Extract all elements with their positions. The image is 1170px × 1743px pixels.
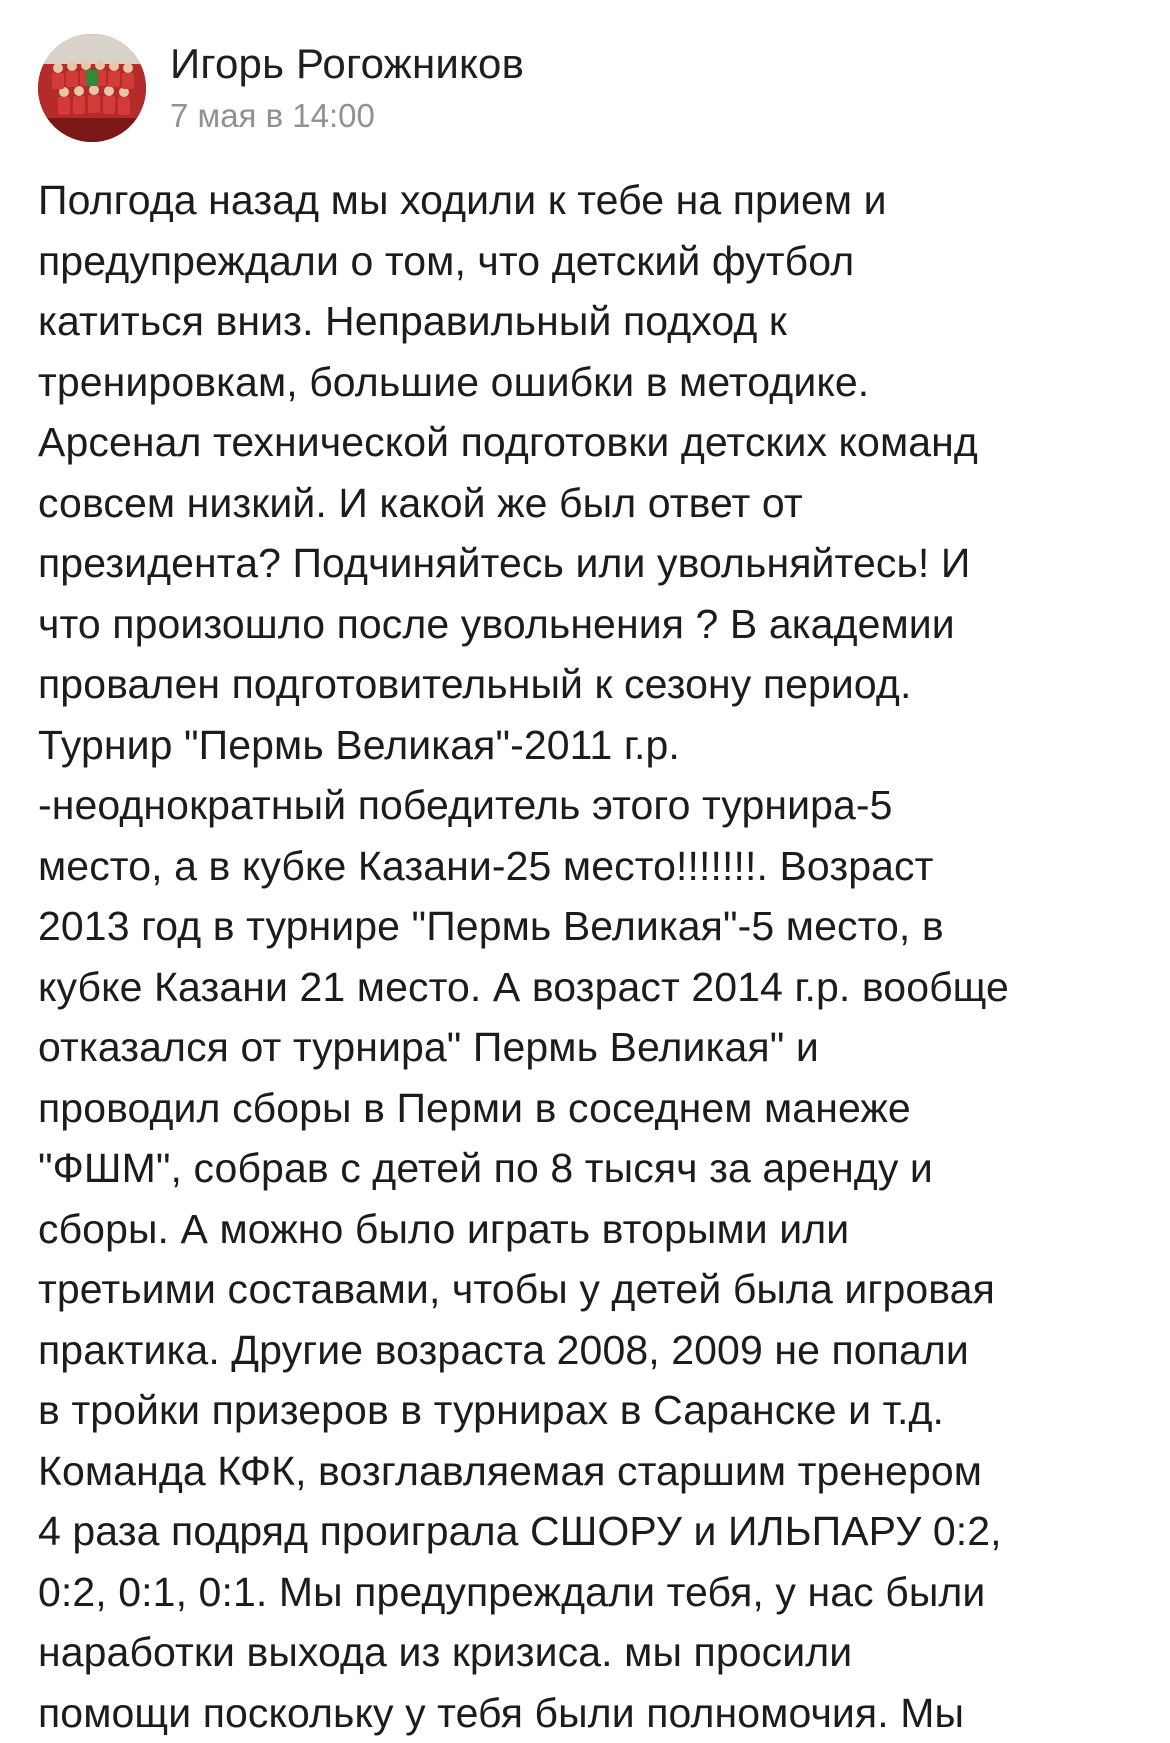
post-text-line: Турнир "Пермь Великая"-2011 г.р. [38,715,1148,776]
post-text-line: -неоднократный победитель этого турнира-5 [38,775,1148,836]
post-text-line: что произошло после увольнения ? В академии [38,594,1148,655]
post-text-line: отказался от турнира" Пермь Великая" и [38,1017,1148,1078]
post-text-line: 2013 год в турнире "Пермь Великая"-5 место, в [38,896,1148,957]
post-text-line: Команда КФК, возглавляемая старшим тренером [38,1441,1148,1502]
post-text-line: Арсенал технической подготовки детских команд [38,412,1148,473]
post-text-line: помощи поскольку у тебя были полномочия. Мы [38,1683,1148,1743]
post-text-line: в тройки призеров в турнирах в Саранске и т.д. [38,1380,1148,1441]
post-text-line: президента? Подчиняйтесь или увольняйтесь! И [38,533,1148,594]
post-text-line: проводил сборы в Перми в соседнем манеже [38,1078,1148,1139]
post-text-line: предупреждали о том, что детский футбол [38,231,1148,292]
post-text-line: совсем низкий. И какой же был ответ от [38,473,1148,534]
post-text-line: наработки выхода из кризиса. мы просили [38,1622,1148,1683]
post-text [38,170,1148,1743]
post-text-line: 0:2, 0:1, 0:1. Мы предупреждали тебя, у нас были [38,1562,1148,1623]
post-text-line: провален подготовительный к сезону период. [38,654,1148,715]
post-text-line: Полгода назад мы ходили к тебе на прием и [38,170,1148,231]
post-text-line: кубке Казани 21 место. А возраст 2014 г.р. вообще [38,957,1148,1018]
post-text-line: 4 раза подряд проиграла СШОРУ и ИЛЬПАРУ 0:2, [38,1501,1148,1562]
post-date[interactable]: 7 мая в 14:00 [170,94,524,138]
post-text-line: третьими составами, чтобы у детей была игровая [38,1259,1148,1320]
author-name[interactable]: Игорь Рогожников [170,38,524,90]
team-photo-avatar-icon [38,34,146,142]
post-header [38,34,524,142]
avatar[interactable] [38,34,146,142]
author-block [170,38,524,138]
post-text-line: "ФШМ", собрав с детей по 8 тысяч за аренду и [38,1138,1148,1199]
post-text-line: тренировкам, большие ошибки в методике. [38,352,1148,413]
post-text-line: сборы. А можно было играть вторыми или [38,1199,1148,1260]
post-text-line: практика. Другие возраста 2008, 2009 не попали [38,1320,1148,1381]
post-text-line: катиться вниз. Неправильный подход к [38,291,1148,352]
post-text-line: место, а в кубке Казани-25 место!!!!!!!. Возраст [38,836,1148,897]
